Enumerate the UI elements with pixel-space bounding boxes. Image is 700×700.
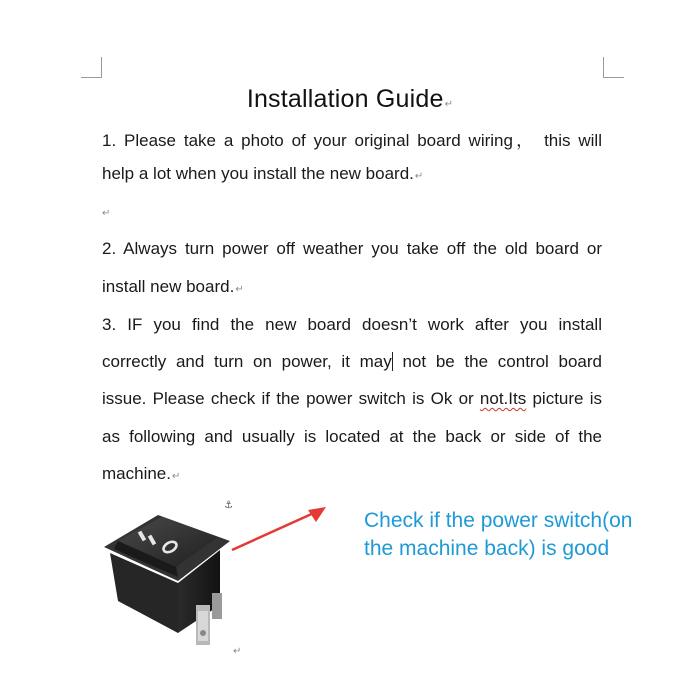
spelling-error-word[interactable]: not.Its	[479, 389, 527, 408]
switch-check-note[interactable]	[364, 507, 632, 563]
text-line-2[interactable]: help a lot when you install the new board.↵	[102, 164, 424, 183]
margin-crop-mark-top-right	[603, 57, 624, 78]
document-title[interactable]: Installation Guide↵	[246, 85, 454, 113]
paragraph-mark-bottom: ↵	[233, 646, 242, 657]
note-line-2: the machine back) is good	[364, 537, 610, 560]
text-line-3[interactable]: 2. Always turn power off weather you take off the old board or	[102, 239, 602, 258]
paragraph-mark: ↵	[414, 171, 424, 182]
text-line-9[interactable]: machine.↵	[102, 464, 181, 483]
text-line-5[interactable]: 3. IF you find the new board doesn’t work after you install	[102, 315, 602, 334]
text-line-7[interactable]: issue. Please check if the power switch is Ok or not.Its picture is	[102, 389, 603, 408]
margin-crop-mark-top-left	[81, 57, 102, 78]
text-line-8[interactable]: as following and usually is located at the back or side of the	[102, 427, 602, 446]
pointer-arrow	[228, 500, 333, 555]
note-line-1: Check if the power switch(on	[364, 509, 633, 532]
paragraph-mark: ↵	[235, 284, 244, 295]
paragraph-mark: ↵	[444, 99, 454, 110]
rocker-switch-photo[interactable]	[100, 505, 235, 655]
empty-paragraph-mark: ↵	[102, 208, 111, 219]
text-line-1[interactable]: 1. Please take a photo of your original board wiring， this will	[102, 131, 602, 150]
anchor-icon[interactable]: ⚓	[224, 500, 233, 511]
text-line-6[interactable]: correctly and turn on power, it may not be the control board	[102, 352, 602, 371]
paragraph-mark: ↵	[171, 471, 181, 482]
text-line-4[interactable]: install new board.↵	[102, 277, 244, 296]
